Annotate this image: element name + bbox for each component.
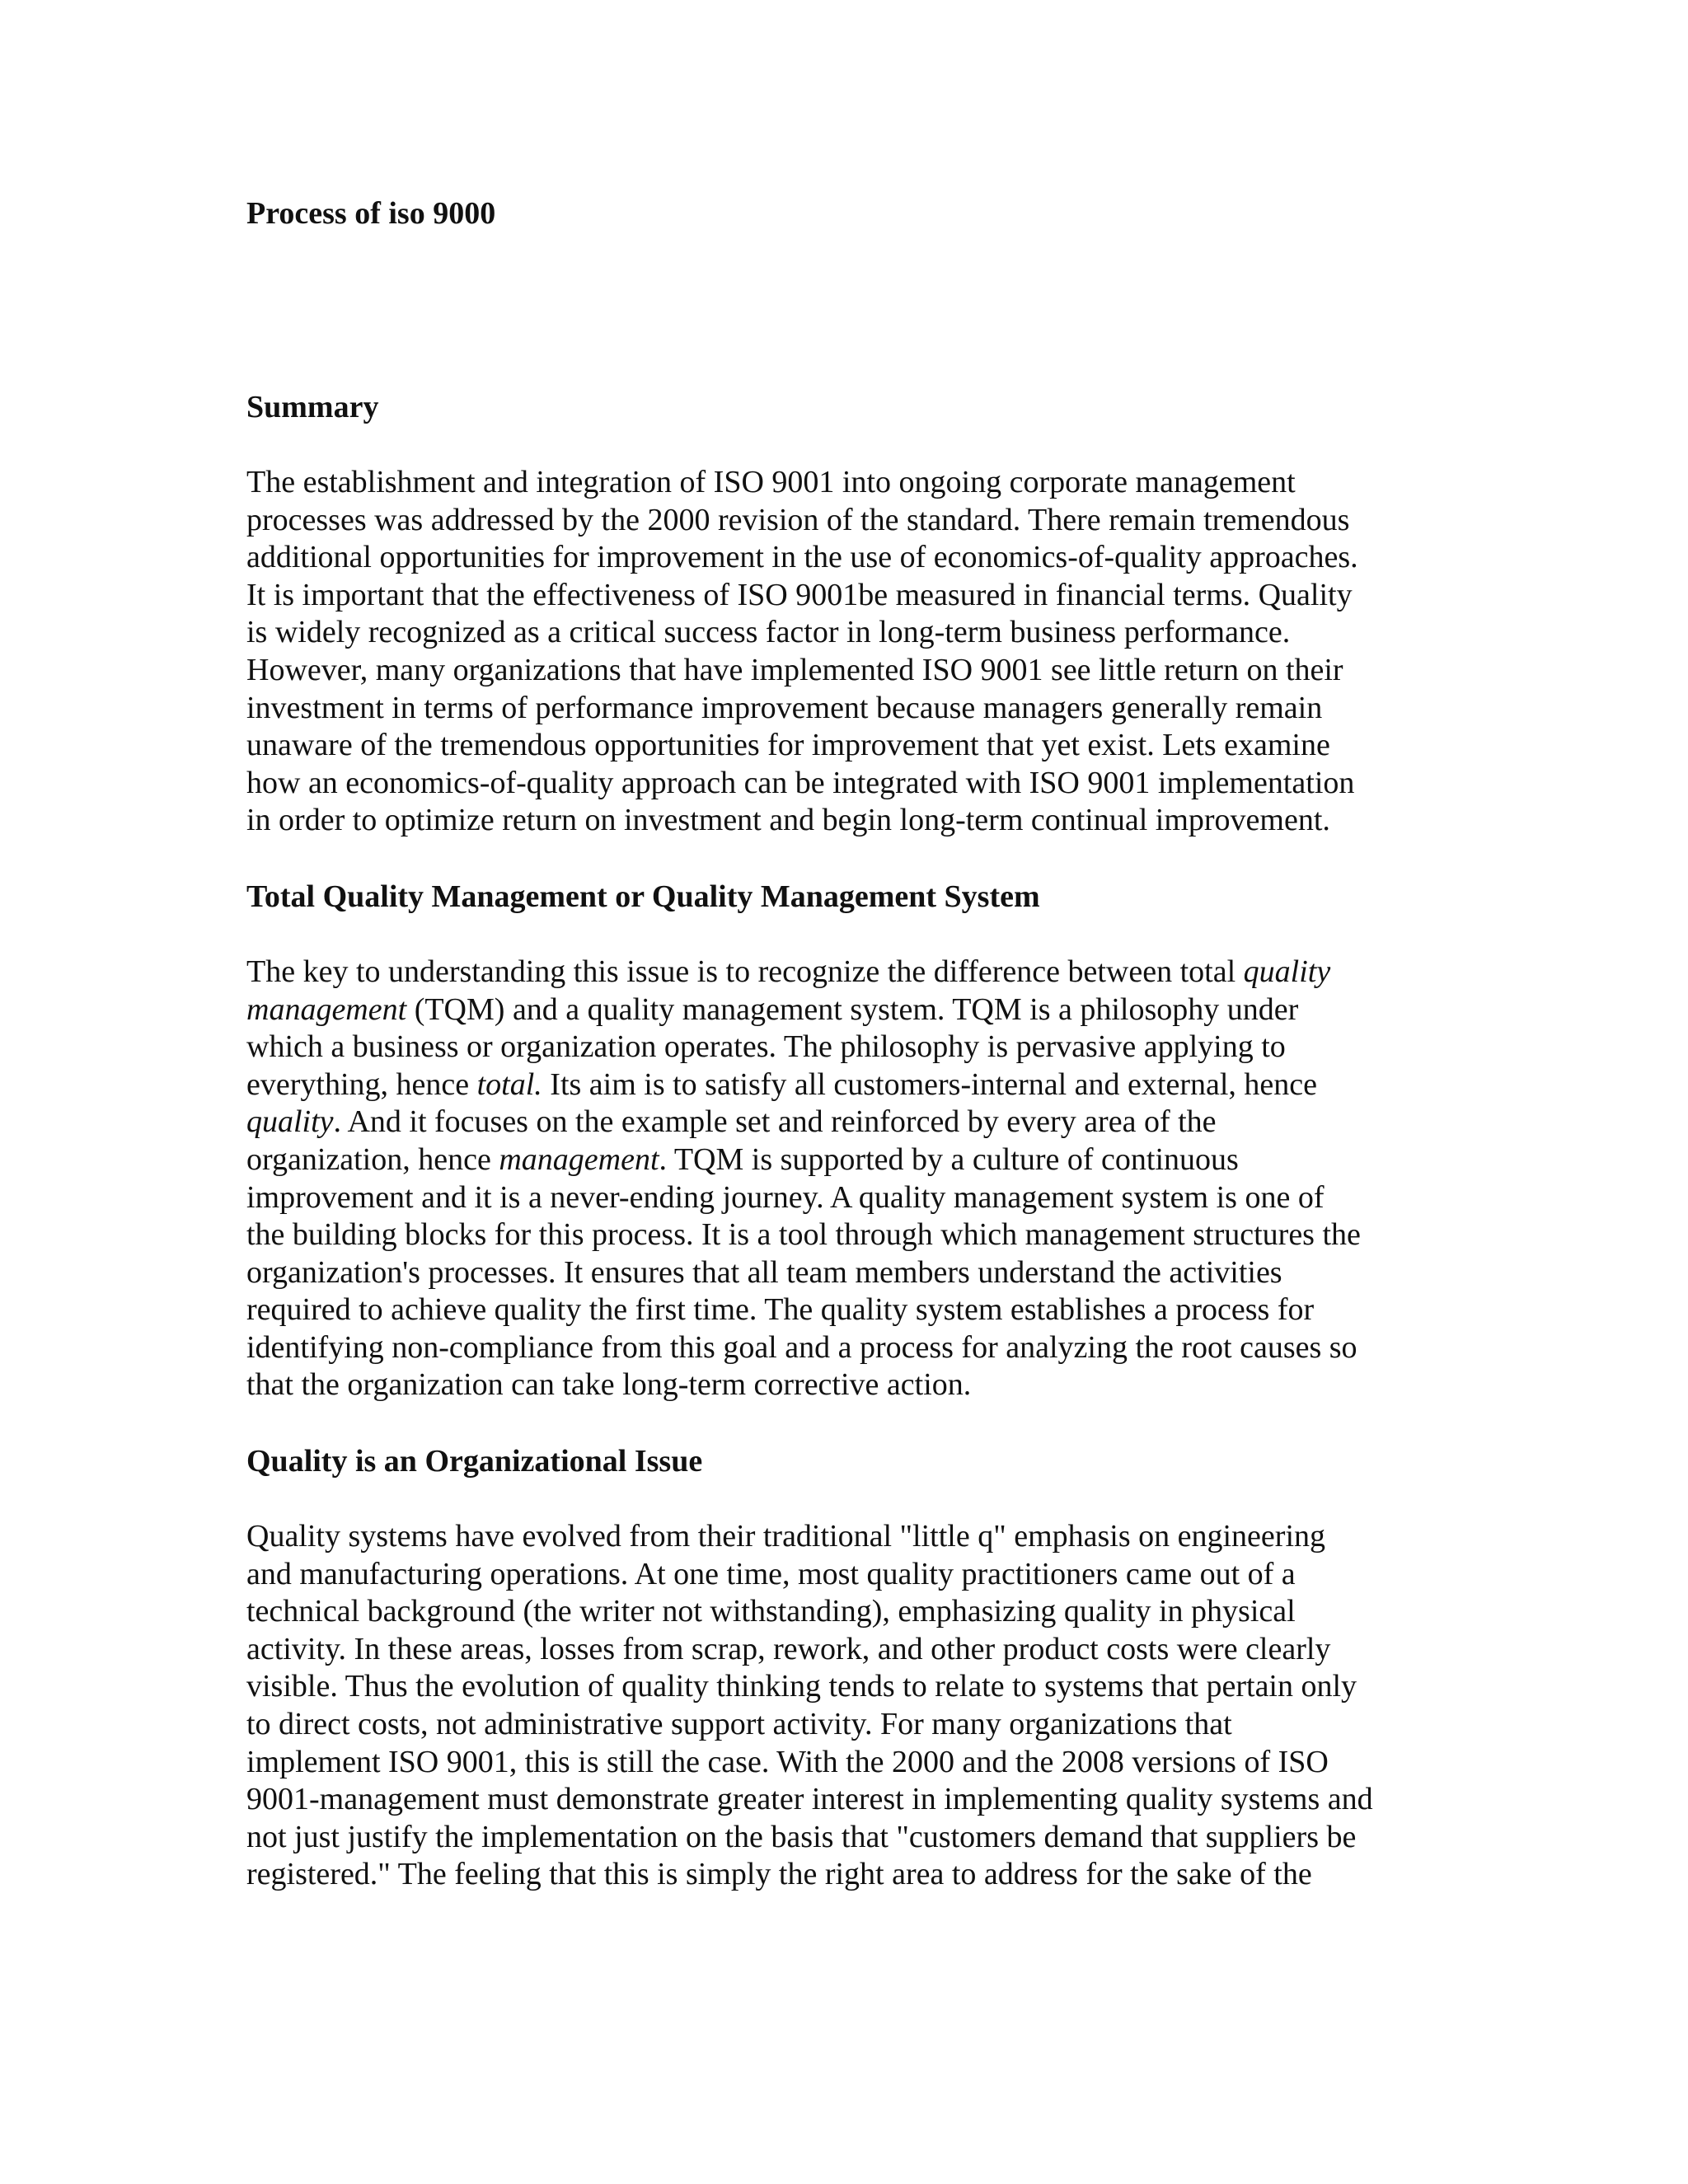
text-line [246, 1631, 1450, 1669]
tqm-paragraph [246, 954, 1450, 1404]
text-run: It is important that the effectiveness of ISO 9001be measured in financial terms. Quality [246, 577, 1353, 612]
text-run: and manufacturing operations. At one time, most quality practitioners came out of a [246, 1556, 1296, 1591]
text-line [246, 1141, 1450, 1179]
text-line [246, 1104, 1450, 1141]
text-run: Quality systems have evolved from their traditional "little q" emphasis on engineering [246, 1519, 1325, 1554]
text-line [246, 614, 1450, 652]
italic-text: management [246, 991, 407, 1027]
text-line [246, 1291, 1450, 1329]
text-line [246, 954, 1450, 991]
text-run: is widely recognized as a critical success factor in long-term business performance. [246, 615, 1291, 650]
text-run: However, many organizations that have implemented ISO 9001 see little return on their [246, 652, 1343, 687]
text-run: implement ISO 9001, this is still the case. With the 2000 and the 2008 versions of ISO [246, 1744, 1329, 1779]
text-line [246, 1254, 1450, 1292]
document-content [246, 194, 1450, 1894]
section-heading-summary: Summary [246, 390, 379, 424]
text-run: . And it focuses on the example set and reinforced by every area of the [333, 1104, 1217, 1140]
document-title: Process of iso 9000 [246, 196, 496, 231]
section-heading-tqm: Total Quality Management or Quality Management System [246, 879, 1040, 914]
text-run: activity. In these areas, losses from scrap, rework, and other product costs were clearly [246, 1631, 1331, 1666]
text-run: organization, hence [246, 1141, 499, 1177]
text-line [246, 1329, 1450, 1367]
text-run: 9001-management must demonstrate greater interest in implementing quality systems and [246, 1782, 1373, 1817]
text-line [246, 690, 1450, 728]
text-line [246, 727, 1450, 765]
text-run: The establishment and integration of ISO 9001 into ongoing corporate management [246, 465, 1296, 499]
text-line [246, 577, 1450, 615]
text-run: Its aim is to satisfy all customers-internal and external, hence [542, 1066, 1317, 1102]
text-run: in order to optimize return on investment and begin long-term continual improvement. [246, 803, 1330, 838]
text-run: required to achieve quality the first time. The quality system establishes a process for [246, 1292, 1315, 1328]
text-run: organization's processes. It ensures that all team members understand the activities [246, 1254, 1282, 1290]
italic-text: management [499, 1141, 659, 1177]
text-line [246, 991, 1450, 1029]
text-run: to direct costs, not administrative support activity. For many organizations that [246, 1707, 1232, 1742]
text-line [246, 464, 1450, 502]
text-run: visible. Thus the evolution of quality thinking tends to relate to systems that pertain only [246, 1669, 1357, 1704]
text-line [246, 1366, 1450, 1404]
text-run: additional opportunities for improvement in the use of economics-of-quality approaches. [246, 540, 1358, 575]
text-line [246, 539, 1450, 577]
text-run: technical background (the writer not withstanding), emphasizing quality in physical [246, 1594, 1296, 1629]
text-line [246, 1216, 1450, 1254]
text-line [246, 1856, 1450, 1894]
text-run: not just justify the implementation on the basis that "customers demand that suppliers be [246, 1819, 1357, 1854]
italic-text: total. [476, 1066, 542, 1102]
text-run: that the organization can take long-term corrective action. [246, 1367, 972, 1403]
text-run: investment in terms of performance improvement because managers generally remain [246, 690, 1323, 725]
text-run: the building blocks for this process. It is a tool through which management structures the [246, 1217, 1361, 1253]
text-line [246, 1706, 1450, 1744]
text-line [246, 1819, 1450, 1857]
text-run: processes was addressed by the 2000 revision of the standard. There remain tremendous [246, 502, 1350, 537]
text-line [246, 1781, 1450, 1819]
text-line [246, 802, 1450, 840]
text-run: The key to understanding this issue is to recognize the difference between total [246, 954, 1244, 989]
text-line [246, 652, 1450, 690]
text-run: improvement and it is a never-ending journey. A quality management system is one of [246, 1179, 1325, 1215]
text-line [246, 502, 1450, 540]
text-run: registered." The feeling that this is simply the right area to address for the sake of the [246, 1857, 1312, 1892]
section-heading-organizational-issue: Quality is an Organizational Issue [246, 1444, 703, 1479]
text-run: (TQM) and a quality management system. TQM is a philosophy under [406, 991, 1299, 1027]
text-line [246, 1744, 1450, 1782]
text-run: identifying non-compliance from this goal and a process for analyzing the root causes so [246, 1329, 1357, 1365]
text-run: unaware of the tremendous opportunities for improvement that yet exist. Lets examine [246, 728, 1330, 763]
text-line [246, 1556, 1450, 1594]
organizational-issue-paragraph [246, 1518, 1450, 1894]
text-line [246, 1518, 1450, 1556]
text-run: which a business or organization operates. The philosophy is pervasive applying to [246, 1029, 1286, 1065]
italic-text: quality [246, 1104, 334, 1140]
text-line [246, 1066, 1450, 1104]
text-run: how an economics-of-quality approach can be integrated with ISO 9001 implementation [246, 765, 1355, 800]
text-line [246, 765, 1450, 803]
text-line [246, 1668, 1450, 1706]
text-run: . TQM is supported by a culture of continuous [659, 1141, 1239, 1177]
text-line [246, 1179, 1450, 1217]
text-line [246, 1029, 1450, 1066]
summary-paragraph [246, 464, 1450, 840]
text-line [246, 1593, 1450, 1631]
italic-text: quality [1243, 954, 1331, 989]
text-run: everything, hence [246, 1066, 477, 1102]
